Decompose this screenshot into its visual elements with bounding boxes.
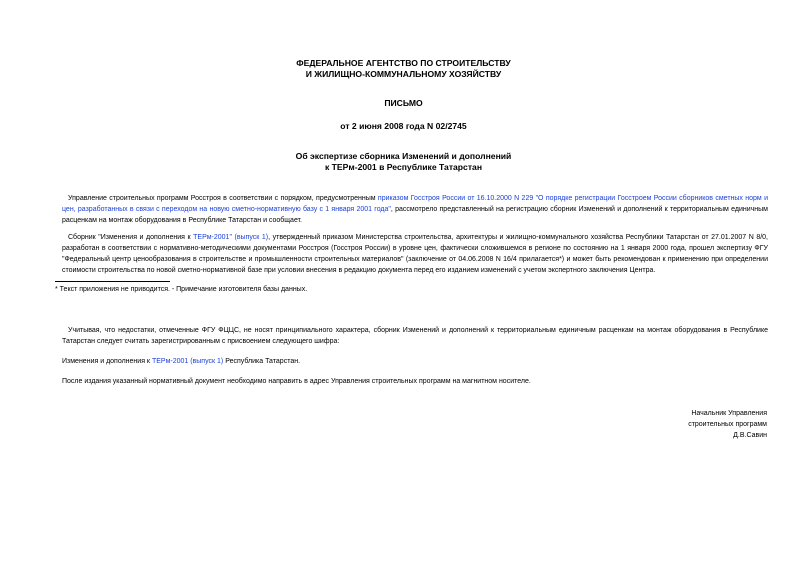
order-229-link[interactable]: приказом Госстроя России от 16.10.2000 N 229 "О порядке регистрации Госстроем России сборников сметных норм и цен, разработанных в связи с переходом на новую сметно-нормативную базу с 1 января 2001 года" <box>62 195 768 213</box>
paragraph-2 <box>62 232 768 276</box>
paragraph-2-text-a: Сборник "Изменения и дополнения к <box>68 234 194 241</box>
subject-line-1: Об экспертизе сборника Изменений и дополнений <box>295 151 512 161</box>
agency-title <box>0 58 807 80</box>
paragraph-2-text-b: , утвержденный приказом Министерства строительства, архитектуры и жилищно-коммунального хозяйства Республики Татарстан от 27.01.2007 N 8/0, разработан в соответствии с нормативно-методическими документами Росстроя (Госстроя России) в уровне цен, фактически сложившемся в регионе по состоянию на 1 января 2000 года, прошел экспертизу ФГУ "Федеральный центр ценообразования в строительстве и промышленности строительных материалов" (заключение от 04.06.2008 N 16/4 прилагается*) и может быть рекомендован к применению при определении стоимости строительства по новой сметно-нормативной базе при условии внесения в редакцию документа перед его изданием изменений с учетом экспертного заключения Центра. <box>62 234 768 274</box>
paragraph-1 <box>62 193 768 226</box>
paragraph-4 <box>62 356 768 367</box>
footnote-separator <box>55 281 170 282</box>
agency-line-2: И ЖИЛИЩНО-КОММУНАЛЬНОМУ ХОЗЯЙСТВУ <box>305 69 502 79</box>
subject-line-2: к ТЕРм-2001 в Республике Татарстан <box>324 162 483 172</box>
doc-type: ПИСЬМО <box>384 98 423 108</box>
signature-position: Начальник Управления <box>691 410 767 417</box>
signature-block <box>688 408 767 441</box>
paragraph-4-text-b: Республика Татарстан. <box>223 358 301 365</box>
paragraph-1-text-a: Управление строительных программ Росстроя в соответствии с порядком, предусмотренным <box>68 195 378 202</box>
doc-subject <box>0 151 807 173</box>
doc-date: от 2 июня 2008 года N 02/2745 <box>340 121 467 131</box>
paragraph-1-text-b: , рассмотрело представленный на регистрацию сборник Изменений и дополнений к территориальным единичным расценкам на монтаж оборудования в Республике Татарстан и сообщает. <box>62 206 768 224</box>
signature-department: строительных программ <box>688 421 767 428</box>
term-2001-release-link[interactable]: ТЕРм-2001 (выпуск 1) <box>151 358 224 365</box>
agency-line-1: ФЕДЕРАЛЬНОЕ АГЕНТСТВО ПО СТРОИТЕЛЬСТВУ <box>296 58 511 68</box>
paragraph-3: Учитывая, что недостатки, отмеченные ФГУ ФЦЦС, не носят принципиального характера, сборник Изменений и дополнений к территориальным единичным расценкам на монтаж оборудования в Республике Татарстан следует считать зарегистрированным с присвоением следующего шифра: <box>62 327 768 345</box>
paragraph-5: После издания указанный нормативный документ необходимо направить в адрес Управления строительных программ на магнитном носителе. <box>62 378 531 385</box>
footnote: * Текст приложения не приводится. - Примечание изготовителя базы данных. <box>55 286 308 293</box>
term-2001-link[interactable]: ТЕРм-2001" (выпуск 1) <box>193 234 269 241</box>
paragraph-4-text-a: Изменения и дополнения к <box>62 358 152 365</box>
signature-name: Д.В.Савин <box>733 432 767 439</box>
